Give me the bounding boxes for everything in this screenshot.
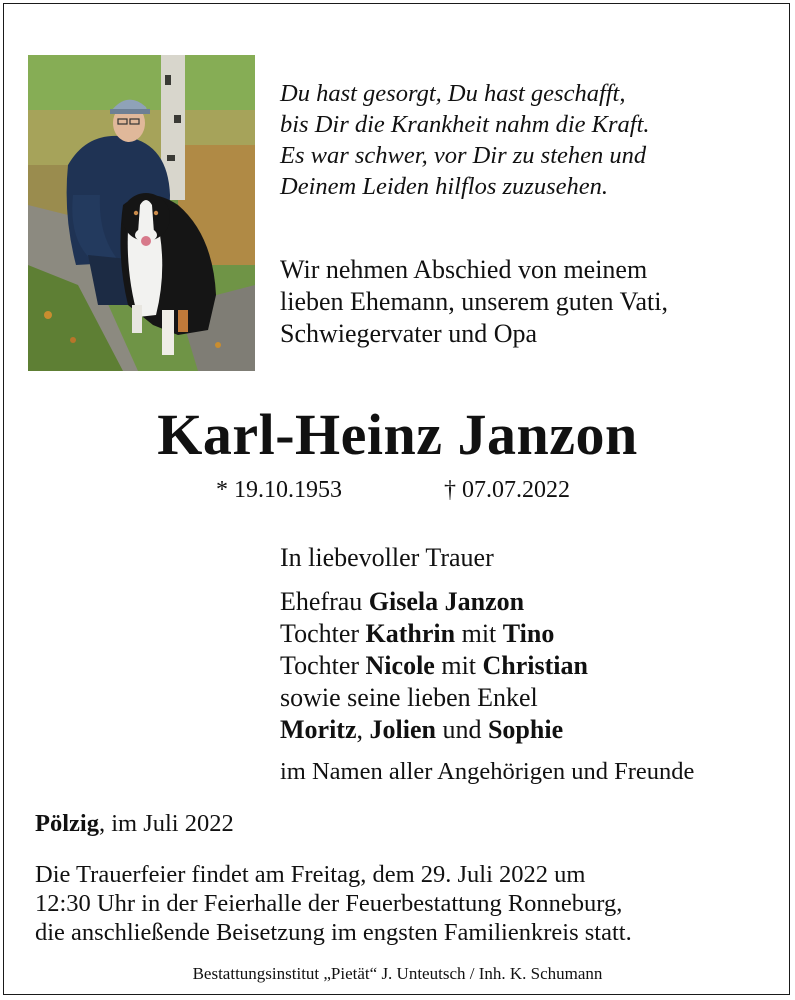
mourners-list xyxy=(280,542,780,746)
death-date: † 07.07.2022 xyxy=(444,477,570,503)
birth-date: * 19.10.1953 xyxy=(216,477,342,503)
connector-text: , xyxy=(356,715,370,744)
life-dates xyxy=(4,474,791,506)
relation-label: Ehefrau xyxy=(280,587,369,616)
connector-text: und xyxy=(435,715,488,744)
mourner-name: Nicole xyxy=(365,651,435,680)
grandchildren-intro: sowie seine lieben Enkel xyxy=(280,683,538,712)
relation-label: Tochter xyxy=(280,619,366,648)
mourner-name: Tino xyxy=(502,619,555,648)
mourner-wife xyxy=(280,586,780,618)
poem-line: Deinem Leiden hilflos zuzusehen. xyxy=(280,173,608,200)
service-line: 12:30 Uhr in der Feierhalle der Feuerbestattung Ronneburg, xyxy=(35,890,623,917)
mourner-name: Moritz xyxy=(280,715,357,744)
farewell-line: lieben Ehemann, unserem guten Vati, xyxy=(280,287,668,316)
memorial-poem xyxy=(280,78,770,202)
poem-line: Es war schwer, vor Dir zu stehen und xyxy=(280,142,647,169)
mourner-name: Christian xyxy=(482,651,588,680)
month-year: , im Juli 2022 xyxy=(98,810,234,837)
grandchildren-names xyxy=(280,714,780,746)
obituary-notice xyxy=(3,3,790,995)
funeral-service-info xyxy=(35,860,775,947)
farewell-text xyxy=(280,254,780,350)
mourner-name: Jolien xyxy=(369,715,436,744)
mourner-daughter xyxy=(280,618,780,650)
service-line: die anschließende Beisetzung im engsten Familienkreis statt. xyxy=(35,919,632,946)
portrait-photo xyxy=(28,55,255,371)
mourner-daughter xyxy=(280,650,780,682)
poem-line: bis Dir die Krankheit nahm die Kraft. xyxy=(280,111,650,138)
relatives-line: im Namen aller Angehörigen und Freunde xyxy=(280,758,695,785)
funeral-home-credit: Bestattungsinstitut „Pietät“ J. Unteutsch / Inh. K. Schumann xyxy=(192,964,603,983)
service-line: Die Trauerfeier findet am Freitag, dem 29. Juli 2022 um xyxy=(35,861,586,888)
town-name: Pölzig xyxy=(35,810,99,837)
mourner-name: Gisela Janzon xyxy=(368,587,525,616)
deceased-name: Karl-Heinz Janzon xyxy=(157,402,638,467)
connector-text: mit xyxy=(455,619,503,648)
place-date xyxy=(35,808,234,840)
relation-label: Tochter xyxy=(280,651,366,680)
poem-line: Du hast gesorgt, Du hast geschafft, xyxy=(280,80,626,107)
mourner-name: Kathrin xyxy=(365,619,456,648)
connector-text: mit xyxy=(434,651,483,680)
mourning-intro: In liebevoller Trauer xyxy=(280,543,494,572)
farewell-line: Schwiegervater und Opa xyxy=(280,319,538,348)
mourner-name: Sophie xyxy=(487,715,564,744)
farewell-line: Wir nehmen Abschied von meinem xyxy=(280,255,648,284)
